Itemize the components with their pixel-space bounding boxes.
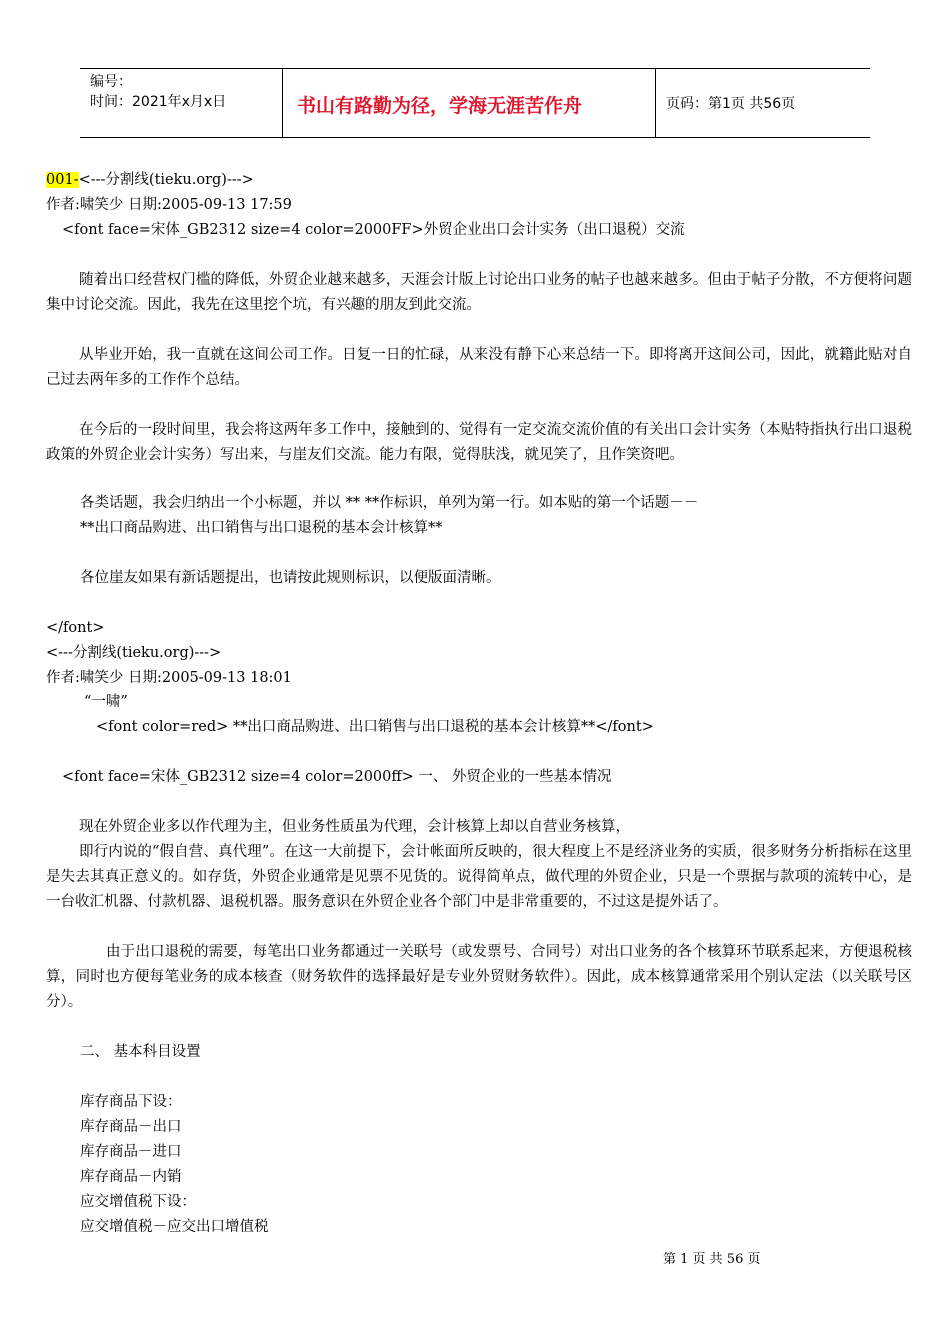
motto: 书山有路勤为径，学海无涯苦作舟	[297, 95, 583, 117]
list-item: 库存商品－进口	[80, 1144, 182, 1160]
header-motto-cell	[283, 69, 656, 137]
red-title-line: <font color=red> **出口商品购进、出口销售与出口退税的基本会计核算**</font>	[96, 719, 654, 735]
serial-label: 编号：	[90, 74, 132, 90]
list-item: 应交增值税－应交出口增值税	[80, 1219, 269, 1235]
author-line-1: 作者:啸笑少 日期:2005-09-13 17:59	[46, 197, 292, 213]
quote-yixiao: “一啸”	[84, 694, 128, 710]
page-info: 页码：第1页 共56页	[666, 96, 796, 112]
list-item: 应交增值税下设：	[80, 1194, 196, 1210]
paragraph-5: 各位崖友如果有新话题提出，也请按此规则标识，以便版面清晰。	[80, 570, 501, 586]
document-header	[80, 68, 870, 138]
paragraph-7: 即行内说的“假自营、真代理”。在这一大前提下，会计帐面所反映的，很大程度上不是经济业务的实质，很多财务分析指标在这里是失去其真正意义的。如存货，外贸企业通常是见票不见货的。说得简单点，做代理的外贸企业，只是一个票据与款项的流转中心，是一台收汇机器、付款机器、退税机器。服务意识在外贸企业各个部门中是非常重要的，不过这是提外话了。	[46, 844, 912, 910]
section-1-heading: <font face=宋体_GB2312 size=4 color=2000ff> 一、 外贸企业的一些基本情况	[62, 769, 612, 785]
divider-number: 001-	[46, 172, 79, 188]
date-line: 时间：2021年x月x日	[90, 94, 227, 110]
paragraph-4-line-2: **出口商品购进、出口销售与出口退税的基本会计核算**	[80, 520, 443, 536]
paragraph-8: 由于出口退税的需要，每笔出口业务都通过一关联号（或发票号、合同号）对出口业务的各个核算环节联系起来，方便退税核算，同时也方便每笔业务的成本核查（财务软件的选择最好是专业外贸财务软件）。因此，成本核算通常采用个别认定法（以关联号区分）。	[46, 944, 912, 1010]
paragraph-1: 随着出口经营权门槛的降低，外贸企业越来越多，天涯会计版上讨论出口业务的帖子也越来越多。但由于帖子分散，不方便将问题集中讨论交流。因此，我先在这里挖个坑，有兴趣的朋友到此交流。	[46, 272, 912, 313]
page-footer: 第 1 页 共 56 页	[663, 1252, 761, 1267]
paragraph-6: 现在外贸企业多以作代理为主，但业务性质虽为代理，会计核算上却以自营业务核算，	[79, 819, 630, 835]
paragraph-4-line-1: 各类话题，我会归纳出一个小标题，并以 ** **作标识，单列为第一行。如本贴的第一个话题－－	[80, 495, 699, 511]
font-close-tag: </font>	[46, 620, 105, 636]
paragraph-3: 在今后的一段时间里，我会将这两年多工作中，接触到的、觉得有一定交流交流价值的有关出口会计实务（本贴特指执行出口退税政策的外贸企业会计实务）写出来，与崖友们交流。能力有限，觉得肤浅，就见笑了，且作笑资吧。	[46, 422, 912, 463]
divider-text: <---分割线(tieku.org)--->	[78, 172, 254, 188]
header-page-cell	[656, 69, 870, 137]
divider-line-2: <---分割线(tieku.org)--->	[46, 645, 222, 661]
paragraph-2: 从毕业开始，我一直就在这间公司工作。日复一日的忙碌，从来没有静下心来总结一下。即将离开这间公司，因此，就籍此贴对自己过去两年多的工作作个总结。	[46, 347, 912, 388]
section-2-heading: 二、 基本科目设置	[80, 1044, 201, 1060]
divider-line-1	[46, 170, 254, 190]
author-line-2: 作者:啸笑少 日期:2005-09-13 18:01	[46, 670, 292, 686]
header-left-cell	[80, 69, 283, 137]
font-title-line: <font face=宋体_GB2312 size=4 color=2000FF>外贸企业出口会计实务（出口退税）交流	[62, 222, 685, 238]
list-item: 库存商品－内销	[80, 1169, 182, 1185]
list-item: 库存商品下设：	[80, 1094, 182, 1110]
list-item: 库存商品－出口	[80, 1119, 182, 1135]
